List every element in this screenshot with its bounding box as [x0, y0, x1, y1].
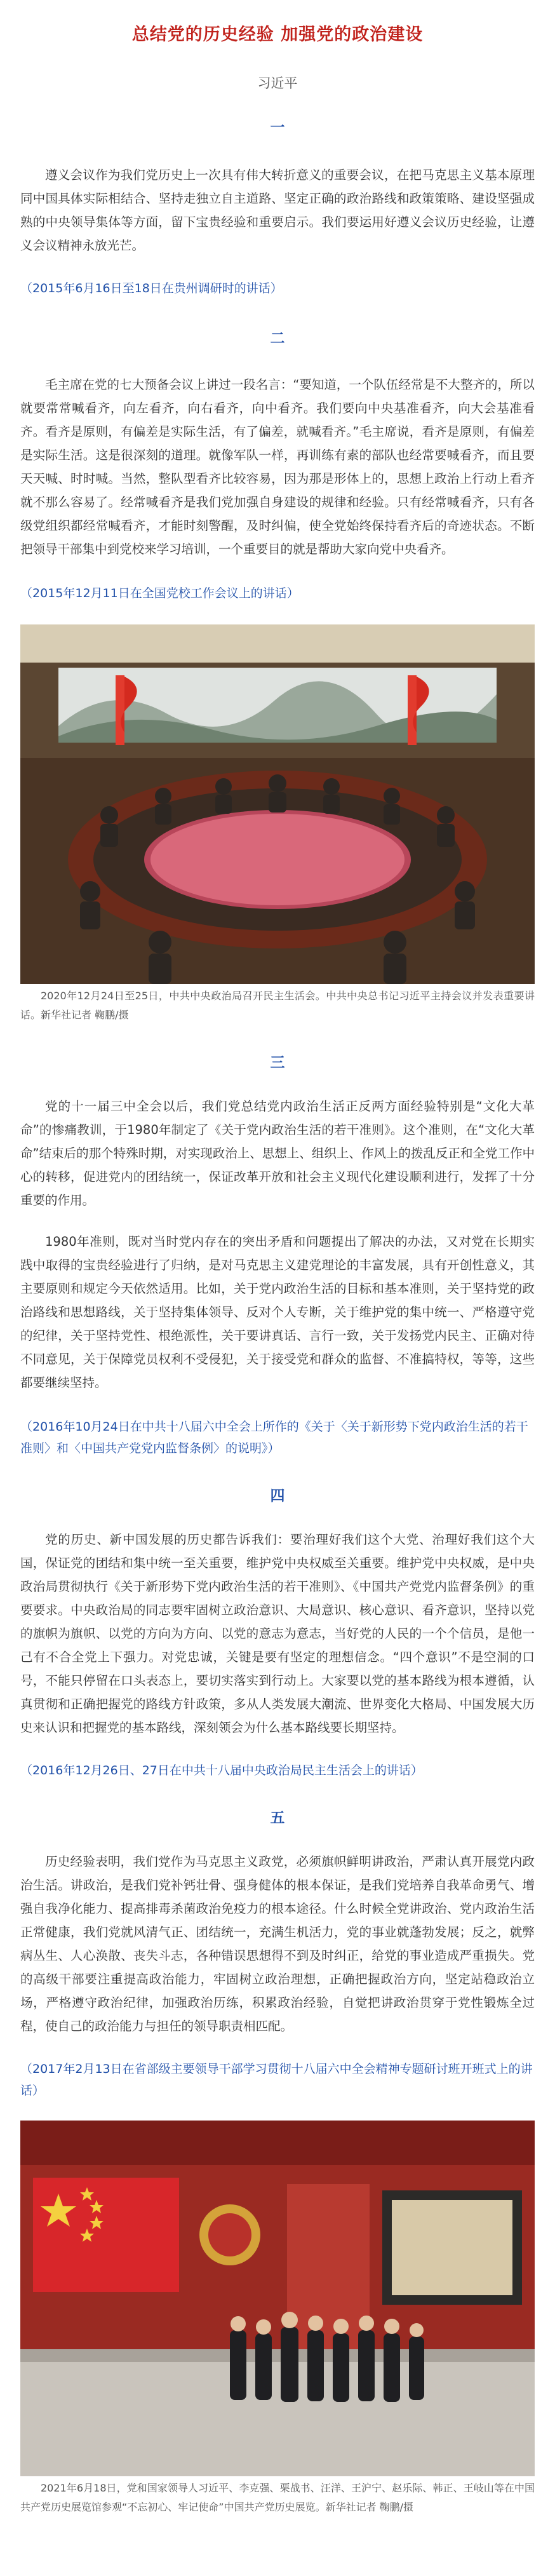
- body-paragraph: 党的历史、新中国发展的历史都告诉我们：要治理好我们这个大党、治理好我们这个大国，保证党的团结和集中统一至关重要，维护党中央权威至关重要。维护党中央权威，是中央政治局贯彻执行《关于新形势下党内政治生活的若干准则》、《中国共产党党内监督条例》的重要要求。中央政治局的同志要牢固树立政治意识、大局意识、核心意识、看齐意识，坚持以党的旗帜为旗帜、以党的方向为方向、以党的意志为意志，当好党的人民的一个个信员，是他一己有不合全党上下强力。对党忠诚，关键是要有坚定的理想信念。“四个意识”不是空洞的口号，不能只停留在口头表态上，要切实落实到行动上。大家要以党的基本路线为根本遵循，认真贯彻和正确把握党的路线方针政策，多从人类发展大潮流、世界变化大格局、中国发展大历史来认识和把握党的基本路线，深刻领会为什么基本路线要长期坚持。: [20, 1532, 535, 1735]
- body-paragraph: 党的十一届三中全会以后，我们党总结党内政治生活正反两方面经验特别是“文化大革命”的惨痛教训，于1980年制定了《关于党内政治生活的若干准则》。这个准则，在“文化大革命”结束后的那个特殊时期，对实现政治上、思想上、组织上、作风上的拨乱反正和全党工作中心的转移，促进党内的团结统一，保证改革开放和社会主义现代化建设顺利进行，发挥了十分重要的作用。: [20, 1099, 535, 1208]
- photo-caption: 2021年6月18日，党和国家领导人习近平、李克强、栗战书、汪洋、王沪宁、赵乐际、韩正、王岐山等在中国共产党历史展览馆参观“不忘初心、牢记使命”中国共产党历史展览。新华社记者 鞠鹏/摄: [20, 2482, 535, 2513]
- source-note: （2016年12月26日、27日在中共十八届中央政治局民主生活会上的讲话）: [20, 1763, 423, 1777]
- section-number: 五: [270, 1810, 285, 1826]
- meeting-photo-image: [20, 624, 535, 984]
- section-5: [20, 1805, 535, 2517]
- section-4: [20, 1483, 535, 1781]
- section-number: 一: [270, 119, 285, 136]
- photo-caption: 2020年12月24日至25日，中共中央政治局召开民主生活会。中共中央总书记习近平主持会议并发表重要讲话。新华社记者 鞠鹏/摄: [20, 990, 535, 1021]
- body-paragraph: 历史经验表明，我们党作为马克思主义政党，必须旗帜鲜明讲政治，严肃认真开展党内政治生活。讲政治，是我们党补钙壮骨、强身健体的根本保证，是我们党培养自我革命勇气、增强自我净化能力、提高排毒杀菌政治免疫力的根本途径。什么时候全党讲政治、党内政治生活正常健康，我们党就风清气正、团结统一，充满生机活力，党的事业就蓬勃发展；反之，就弊病丛生、人心涣散、丧失斗志，各种错误思想得不到及时纠正，给党的事业造成严重损失。党的高级干部要注重提高政治能力，牢固树立政治理想，正确把握政治方向，坚定站稳政治立场，严格遵守政治纪律，加强政治历练，积累政治经验，自觉把讲政治贯穿于党性锻炼全过程，使自己的政治能力与担任的领导职责相匹配。: [20, 1854, 535, 2033]
- section-2: [20, 326, 535, 1025]
- article-title: 总结党的历史经验 加强党的政治建设: [131, 25, 424, 44]
- body-paragraph: 毛主席在党的七大预备会议上讲过一段名言：“要知道，一个队伍经常是不大整齐的，所以就要常常喊看齐，向左看齐，向右看齐，向中看齐。我们要向中央基准看齐，向大会基准看齐。看齐是原则，有偏差是实际生活，有了偏差，就喊看齐。”毛主席说，看齐是原则，有偏差是实际生活。这是很深刻的道理。就像军队一样，再训练有素的部队也经常要喊看齐，而且要天天喊、时时喊。当然，整队型看齐比较容易，因为那是形体上的，思想上政治上行动上看齐就不那么容易了。经常喊看齐是我们党加强自身建设的规律和经验。只有经常喊看齐，只有各级党组织都经常喊看齐，才能时刻警醒，及时纠偏，使全党始终保持看齐后的奇迹状态。不断把领导干部集中到党校来学习培训，一个重要目的就是帮助大家向党中央看齐。: [20, 377, 535, 556]
- section-number: 四: [270, 1488, 285, 1504]
- body-paragraph: 遵义会议作为我们党历史上一次具有伟大转折意义的重要会议，在把马克思主义基本原理同中国具体实际相结合、坚持走独立自主道路、坚定正确的政治路线和政策策略、建设坚强成熟的中央领导集体等方面，留下宝贵经验和重要启示。我们要运用好遵义会议历史经验，让遵义会议精神永放光芒。: [20, 168, 535, 253]
- body-paragraph: 1980年准则，既对当时党内存在的突出矛盾和问题提出了解决的办法，又对党在长期实践中取得的宝贵经验进行了归纳，是对马克思主义建党理论的丰富发展，具有开创性意义，其主要原则和规定今天依然适用。比如，关于党内政治生活的目标和基本准则，关于坚持党的政治路线和思想路线，关于坚持集体领导、反对个人专断，关于维护党的集中统一、严格遵守党的纪律，关于坚持党性、根绝派性，关于要讲真话、言行一致，关于发扬党内民主、正确对待不同意见，关于保障党员权利不受侵犯，关于接受党和群众的监督、不准搞特权，等等，这些都要继续坚持。: [20, 1234, 535, 1390]
- exhibition-photo: [20, 2121, 535, 2476]
- source-note: （2016年10月24日在中共十八届六中全会上所作的《关于〈关于新形势下党内政治生活的若干准则〉和〈中国共产党党内监督条例〉的说明》）: [20, 1420, 528, 1455]
- article-author: 习近平: [257, 76, 298, 91]
- source-note: （2015年6月16日至18日在贵州调研时的讲话）: [20, 281, 283, 295]
- source-note: （2015年12月11日在全国党校工作会议上的讲话）: [20, 586, 299, 600]
- section-number: 二: [270, 330, 285, 347]
- section-number: 三: [270, 1055, 285, 1071]
- section-1: [20, 115, 535, 299]
- source-note: （2017年2月13日在省部级主要领导干部学习贯彻十八届六中全会精神专题研讨班开班式上的讲话）: [20, 2062, 533, 2098]
- section-3: [20, 1050, 535, 1459]
- meeting-photo: [20, 624, 535, 984]
- exhibition-photo-image: [20, 2121, 535, 2476]
